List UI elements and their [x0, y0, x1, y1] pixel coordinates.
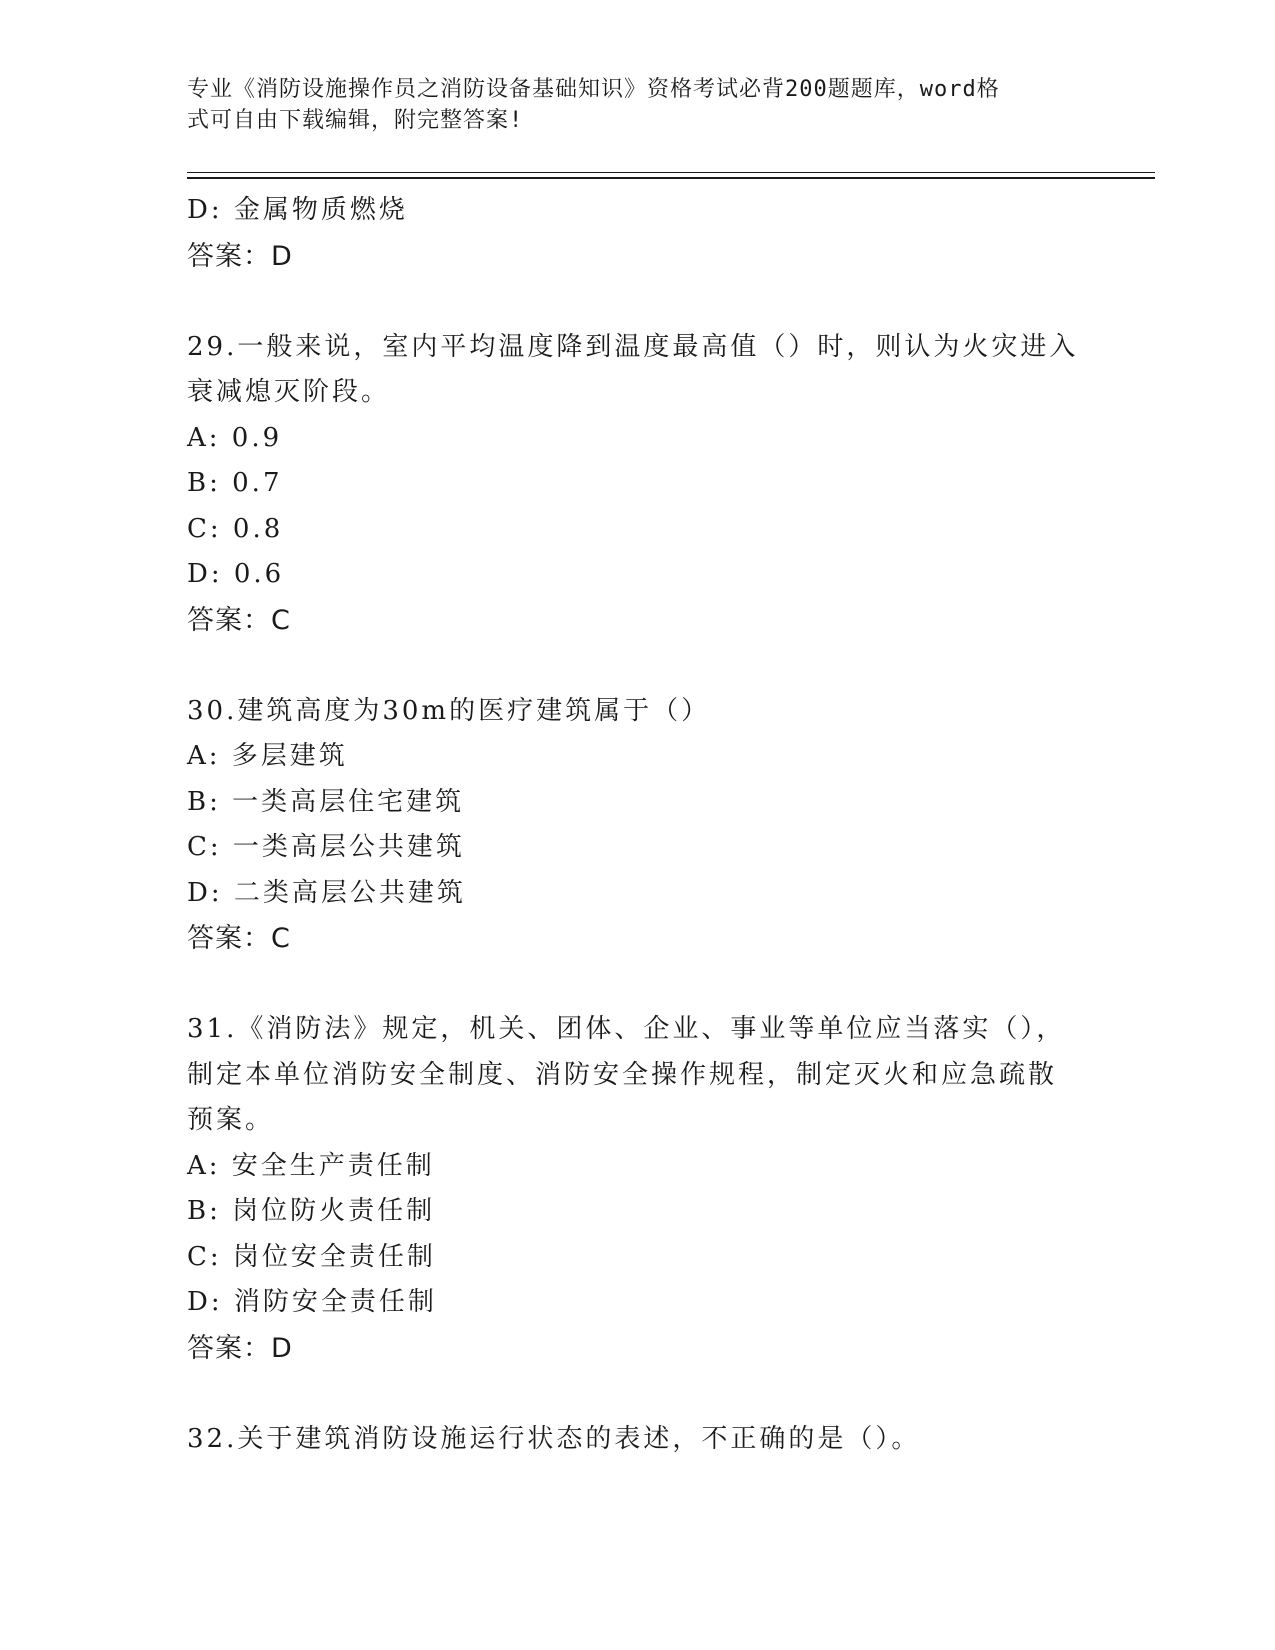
spacer [187, 643, 1087, 689]
header-line-2: 式可自由下载编辑，附完整答案! [187, 108, 524, 133]
question-32 [187, 1417, 1087, 1463]
header-divider-thick [187, 177, 1155, 179]
spacer [187, 279, 1087, 325]
question-29 [187, 325, 1087, 644]
question-30 [187, 689, 1087, 962]
question-stem: 29.一般来说，室内平均温度降到温度最高值（）时，则认为火灾进入 [187, 331, 1079, 362]
option-b: B: 0.7 [187, 468, 283, 498]
question-list [187, 188, 1087, 1462]
question-stem: 31.《消防法》规定，机关、团体、企业、事业等单位应当落实（）， [187, 1014, 1066, 1044]
question-stem: 预案。 [187, 1105, 275, 1135]
option-a: A: 0.9 [187, 422, 283, 453]
option-b: B: 一类高层住宅建筑 [187, 786, 465, 817]
question-stem: 32.关于建筑消防设施运行状态的表述，不正确的是（）。 [187, 1423, 921, 1454]
question-stem: 衰减熄灭阶段。 [187, 377, 391, 407]
option-b: B: 岗位防火责任制 [187, 1196, 436, 1226]
question-31 [187, 1007, 1087, 1371]
option-c: C: 一类高层公共建筑 [187, 832, 465, 862]
answer-line: 答案：D [187, 240, 293, 272]
question-stem: 制定本单位消防安全制度、消防安全操作规程，制定灭火和应急疏散 [187, 1059, 1058, 1090]
option-c: C: 岗位安全责任制 [187, 1241, 436, 1272]
header-divider-thin [187, 172, 1155, 173]
spacer [187, 962, 1087, 1008]
option-d: D: 消防安全责任制 [187, 1287, 437, 1317]
option-d: D: 金属物质燃烧 [187, 195, 408, 225]
document-header [187, 74, 1067, 136]
option-d: D: 二类高层公共建筑 [187, 877, 466, 908]
option-d: D: 0.6 [187, 559, 285, 589]
answer-line: 答案：D [187, 1332, 293, 1364]
option-c: C: 0.8 [187, 513, 284, 544]
answer-line: 答案：C [187, 923, 291, 954]
question-stem: 30.建筑高度为30m的医疗建筑属于（） [187, 695, 711, 726]
header-line-1: 专业《消防设施操作员之消防设备基础知识》资格考试必背200题题库，word格 [187, 77, 1000, 102]
option-a: A: 安全生产责任制 [187, 1150, 435, 1181]
spacer [187, 1371, 1087, 1417]
answer-line: 答案：C [187, 604, 291, 636]
option-a: A: 多层建筑 [187, 741, 348, 771]
